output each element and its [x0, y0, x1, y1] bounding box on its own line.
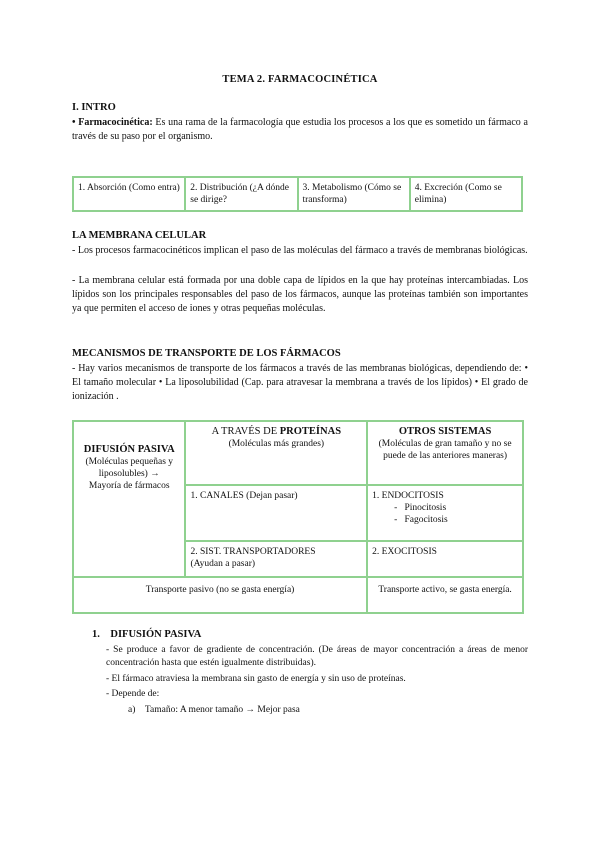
difusion-line-3: - Depende de: [106, 689, 160, 699]
membrana-p2: - La membrana celular está formada por una doble capa de lípidos en la que hay proteínas intercambiadas. Los lípidos son los principales responsables del paso de los fármacos, aunque las proteínas también son importantes ya que permiten el acceso de iones y otras pequeñas moléculas. [72, 275, 528, 314]
otros-title: OTROS SISTEMAS [398, 426, 492, 437]
otros-cell [367, 421, 523, 485]
endocitosis-cell [367, 485, 523, 541]
mecanismos-p1: - Hay varios mecanismos de transporte de los fármacos a través de las membranas biológicas, dependiendo de: • El tamaño molecular • La liposolubilidad (Cap. para atravesar la membrana a través de los lípidos) • El grado de ionización . [72, 363, 528, 402]
transportadores-cell [185, 541, 367, 577]
proteinas-bold: PROTEÍNAS [279, 426, 342, 437]
transportadores-label: 2. SIST. TRANSPORTADORES [190, 547, 316, 557]
intro-definition [72, 116, 528, 144]
item-a-text: Tamaño: A menor tamaño → Mejor pasa [144, 705, 300, 715]
transport-table [72, 420, 524, 614]
definition-term: • Farmacocinética: [72, 117, 153, 128]
membrana-p1: - Los procesos farmacocinéticos implican el paso de las moléculas del fármaco a través de membranas biológicas. [72, 245, 528, 256]
item-a-label: a) [128, 705, 136, 715]
otros-subtitle: (Moléculas de gran tamaño y no se puede de las anteriores maneras) [378, 439, 512, 461]
phase-metabolismo: 3. Metabolismo (Cómo se transforma) [298, 177, 410, 211]
difusion-line-1: - Se produce a favor de gradiente de concentración. (De áreas de mayor concentración a áreas de menor concentración hasta que estén igualmente distribuidas). [106, 645, 528, 668]
endo-item: - Fagocitosis [394, 515, 448, 525]
difusion-item-a [128, 704, 300, 717]
endo-item: - Pinocitosis [394, 503, 447, 513]
canales-cell: 1. CANALES (Dejan pasar) [185, 485, 367, 541]
pasivo-cell: Transporte pasivo (no se gasta energía) [73, 577, 367, 613]
proteinas-subtitle: (Moléculas más grandes) [228, 439, 325, 449]
difusion-cell [73, 421, 185, 577]
difusion-heading-text: DIFUSIÓN PASIVA [110, 629, 202, 640]
phase-distribucion: 2. Distribución (¿A dónde se dirige? [185, 177, 297, 211]
proteinas-prefix: A TRAVÉS DE [211, 426, 280, 437]
membrana-heading: LA MEMBRANA CELULAR [72, 230, 207, 241]
intro-heading: I. INTRO [72, 102, 116, 113]
phases-table [72, 176, 523, 212]
difusion-line-2: - El fármaco atraviesa la membrana sin gasto de energía y sin uso de proteínas. [106, 674, 406, 684]
difusion-subtitle-2: Mayoría de fármacos [88, 481, 170, 491]
endocitosis-label: 1. ENDOCITOSIS [372, 491, 444, 501]
endo-fagocitosis: Fagocitosis [404, 515, 448, 525]
exocitosis-cell: 2. EXOCITOSIS [367, 541, 523, 577]
endo-pinocitosis: Pinocitosis [404, 503, 447, 513]
activo-cell: Transporte activo, se gasta energía. [367, 577, 523, 613]
definition-text: Es una rama de la farmacología que estudia los procesos a los que es sometido un fármaco a través de su paso por el organismo. [72, 117, 528, 142]
mecanismos-heading: MECANISMOS DE TRANSPORTE DE LOS FÁRMACOS [72, 348, 341, 359]
difusion-title: DIFUSIÓN PASIVA [83, 444, 175, 455]
phase-excrecion: 4. Excreción (Como se elimina) [410, 177, 522, 211]
transportadores-subtitle: (Ayudan a pasar) [190, 559, 256, 569]
difusion-subtitle: (Moléculas pequeñas y liposolubles) → [85, 457, 174, 479]
proteinas-title [190, 426, 362, 438]
document-title: TEMA 2. FARMACOCINÉTICA [222, 74, 378, 85]
proteinas-cell [185, 421, 367, 485]
difusion-heading-number: 1. [92, 629, 100, 640]
difusion-section-heading [92, 628, 201, 641]
phase-absorcion: 1. Absorción (Como entra) [73, 177, 185, 211]
